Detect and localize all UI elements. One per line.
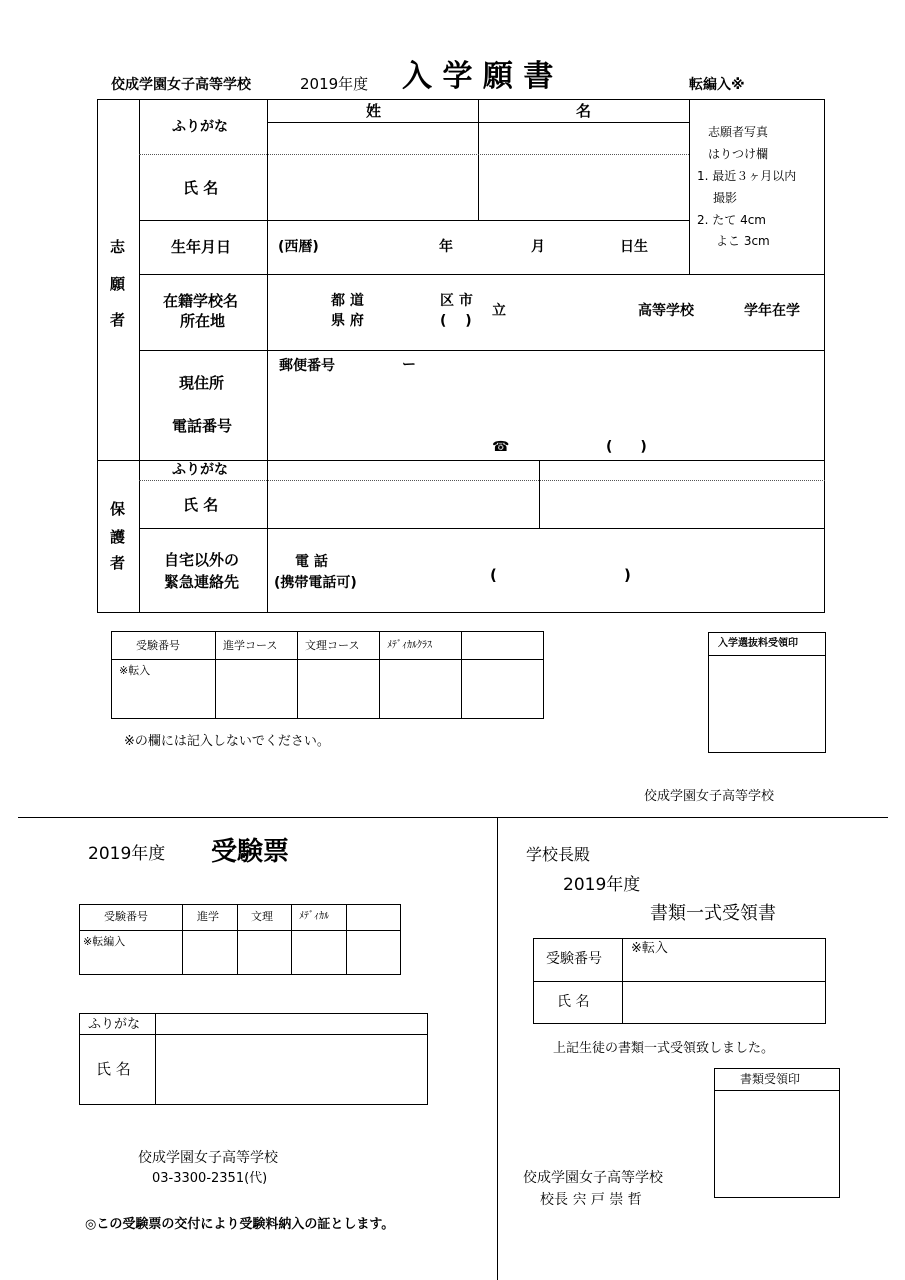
emergency-label-2: 緊急連絡先 xyxy=(164,573,240,591)
office-exam-no: 受験番号 xyxy=(136,639,180,652)
day-label: 日生 xyxy=(620,239,648,255)
surname-input[interactable] xyxy=(270,126,475,216)
office-transfer-note: ※転入 xyxy=(119,664,151,677)
guardian-surname-input[interactable] xyxy=(270,484,536,524)
mobile-ok-label: (携帯電話可) xyxy=(274,575,357,591)
ticket-course-3: ﾒﾃﾞｨｶﾙ xyxy=(299,911,329,922)
receipt-statement: 上記生徒の書類一式受領致しました。 xyxy=(553,1041,775,1056)
emergency-label-1: 自宅以外の xyxy=(164,551,240,569)
guardian-label-1: 保 xyxy=(110,500,126,518)
guardian-given-input[interactable] xyxy=(542,484,822,524)
receipt-transfer-note: ※転入 xyxy=(631,941,668,956)
ticket-proof: ◎この受験票の交付により受験料納入の証とします。 xyxy=(85,1217,395,1232)
todo-label: 都 道 xyxy=(331,293,364,309)
receipt-name: 氏 名 xyxy=(557,994,590,1010)
phone-paren: ( ) xyxy=(606,439,647,455)
ticket-phone: 03-3300-2351(代) xyxy=(152,1171,268,1186)
receipt-title: 書類一式受領書 xyxy=(650,903,776,924)
name-label: 氏 名 xyxy=(183,179,219,197)
kushi-paren: ( ) xyxy=(440,313,472,329)
form-year: 2019年度 xyxy=(300,75,369,93)
school-name-label: 在籍学校名 xyxy=(163,292,239,310)
month-label: 月 xyxy=(531,239,545,255)
receipt-stamp-box xyxy=(714,1068,840,1198)
given-name-input[interactable] xyxy=(481,126,686,216)
transfer-label: 転編入※ xyxy=(689,77,745,93)
ticket-furigana-label: ふりがな xyxy=(88,1017,141,1032)
surname-header: 姓 xyxy=(366,102,382,120)
era-label: (西暦) xyxy=(278,239,319,255)
guardian-label-3: 者 xyxy=(110,554,126,572)
ticket-exam-no: 受験番号 xyxy=(104,910,148,923)
address-input[interactable] xyxy=(270,380,820,432)
fee-stamp-title: 入学選抜料受領印 xyxy=(718,638,798,649)
fee-stamp-box xyxy=(708,632,826,753)
photo-line-2: はりつけ欄 xyxy=(708,147,769,161)
photo-line-3: 1. 最近３ヶ月以内 xyxy=(697,169,797,183)
photo-line-1: 志願者写真 xyxy=(708,125,769,139)
receipt-exam-no: 受験番号 xyxy=(546,951,602,967)
ticket-transfer-note: ※転編入 xyxy=(83,935,126,948)
ticket-year: 2019年度 xyxy=(88,844,166,864)
phone-label: 電話番号 xyxy=(172,417,233,435)
high-school-label: 高等学校 xyxy=(638,303,694,319)
birthdate-label: 生年月日 xyxy=(171,238,232,256)
emergency-paren-close: ) xyxy=(624,566,631,584)
phone-icon: ☎ xyxy=(492,439,510,455)
guardian-name-label: 氏 名 xyxy=(183,496,219,514)
postal-label: 郵便番号 xyxy=(279,358,335,374)
guardian-label-2: 護 xyxy=(110,528,126,546)
receipt-school: 佼成学園女子高等学校 xyxy=(523,1170,663,1186)
given-name-header: 名 xyxy=(576,102,592,120)
cut-line xyxy=(18,817,888,818)
cut-line-vertical xyxy=(497,817,498,1280)
applicant-label-1: 志 xyxy=(110,238,126,256)
year-label: 年 xyxy=(439,239,453,255)
guardian-furigana-label: ふりがな xyxy=(172,462,228,478)
ticket-course-2: 文理 xyxy=(251,910,273,923)
receipt-to: 学校長殿 xyxy=(526,845,591,864)
applicant-label-3: 者 xyxy=(110,311,126,329)
postal-dash: ー xyxy=(402,357,416,373)
receipt-principal: 校長 宍 戸 崇 哲 xyxy=(540,1192,642,1208)
location-label: 所在地 xyxy=(180,312,226,330)
office-course-2: 文理コース xyxy=(305,639,360,652)
office-footnote: ※の欄には記入しないでください。 xyxy=(124,734,330,749)
emergency-paren-open: ( xyxy=(490,566,497,584)
address-label: 現住所 xyxy=(179,374,225,392)
receipt-stamp-title: 書類受領印 xyxy=(740,1072,801,1086)
kushi-label: 区 市 xyxy=(440,293,473,309)
photo-line-4: 撮影 xyxy=(713,191,738,205)
kenfu-label: 県 府 xyxy=(331,313,364,329)
school-footer: 佼成学園女子高等学校 xyxy=(644,789,775,804)
photo-line-5: 2. たて 4cm xyxy=(697,213,767,227)
office-course-3: ﾒﾃﾞｨｶﾙｸﾗｽ xyxy=(387,640,432,651)
applicant-label-2: 願 xyxy=(110,275,126,293)
ticket-name-label: 氏 名 xyxy=(96,1060,131,1078)
school-name: 佼成学園女子高等学校 xyxy=(111,77,251,93)
grade-label: 学年在学 xyxy=(744,303,800,319)
emergency-tel-label: 電 話 xyxy=(295,554,328,570)
furigana-label: ふりがな xyxy=(172,119,228,135)
ticket-course-1: 進学 xyxy=(197,910,219,923)
ritsu-label: 立 xyxy=(492,303,506,319)
office-course-1: 進学コース xyxy=(223,639,278,652)
photo-line-6: よこ 3cm xyxy=(716,234,770,248)
page-title: 入 学 願 書 xyxy=(402,59,554,94)
receipt-year: 2019年度 xyxy=(563,875,641,895)
ticket-school: 佼成学園女子高等学校 xyxy=(138,1150,278,1166)
ticket-title: 受験票 xyxy=(211,837,290,867)
